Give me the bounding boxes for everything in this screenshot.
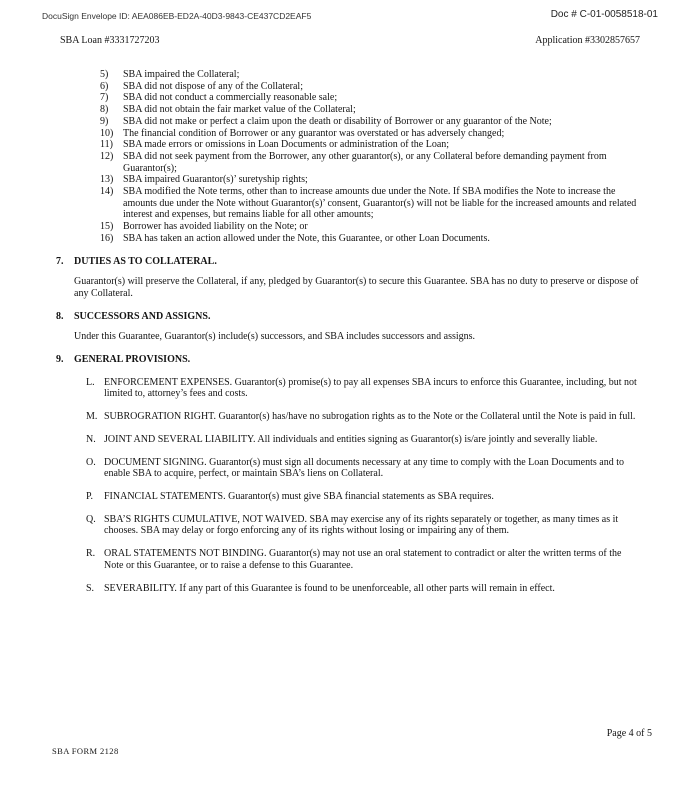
application-number: Application #3302857657 bbox=[535, 35, 640, 46]
item-letter: Q. bbox=[86, 513, 96, 525]
item-number: 11) bbox=[100, 139, 113, 151]
item-text: SBA did not obtain the fair market value of the Collateral; bbox=[123, 104, 356, 116]
list-item bbox=[100, 81, 700, 93]
item-text: SBA’S RIGHTS CUMULATIVE, NOT WAIVED. SBA may exercise any of its rights separately or together, as many times as it chooses. SBA may delay or forgo enforcing any of its rights without losing or impairing any of them. bbox=[104, 513, 619, 537]
list-item bbox=[100, 174, 700, 186]
item-text: SBA impaired Guarantor(s)’ suretyship rights; bbox=[123, 174, 308, 186]
lettered-item bbox=[86, 548, 700, 571]
lettered-item bbox=[86, 377, 700, 400]
numbered-list bbox=[100, 69, 700, 245]
item-number: 10) bbox=[100, 127, 114, 139]
item-number: 14) bbox=[100, 186, 114, 198]
list-item bbox=[100, 69, 700, 81]
item-text: The financial condition of Borrower or any guarantor was overstated or has adversely changed; bbox=[123, 127, 505, 139]
list-item bbox=[100, 139, 700, 151]
section-heading-general-provisions bbox=[56, 354, 700, 366]
item-number: 6) bbox=[100, 80, 109, 92]
list-item bbox=[100, 116, 700, 128]
item-text: JOINT AND SEVERAL LIABILITY. All individuals and entities signing as Guarantor(s) is/are jointly and severally liable. bbox=[104, 433, 598, 445]
section-paragraph: Guarantor(s) will preserve the Collateral, if any, pledged by Guarantor(s) to secure this Guarantee. SBA has no duty to preserve or dispose of any Collateral. bbox=[74, 276, 639, 299]
sba-loan-number: SBA Loan #3331727203 bbox=[60, 35, 160, 46]
item-number: 13) bbox=[100, 174, 114, 186]
lettered-item bbox=[86, 583, 700, 595]
section-paragraph: Under this Guarantee, Guarantor(s) include(s) successors, and SBA includes successors and assigns. bbox=[74, 331, 476, 343]
list-item bbox=[100, 233, 700, 245]
list-item bbox=[100, 128, 700, 140]
lettered-item bbox=[86, 434, 700, 446]
lettered-item bbox=[86, 491, 700, 503]
footer-page-number: Page 4 of 5 bbox=[606, 728, 652, 739]
item-number: 12) bbox=[100, 150, 114, 162]
item-text: SUBROGRATION RIGHT. Guarantor(s) has/have no subrogation rights as to the Note or the Collateral until the Note is paid in full. bbox=[104, 411, 636, 423]
item-text: SBA made errors or omissions in Loan Documents or administration of the Loan; bbox=[123, 139, 450, 151]
section-number: 7. bbox=[56, 255, 64, 267]
docusign-envelope-id: DocuSign Envelope ID: AEA086EB-ED2A-40D3-9843-CE437CD2EAF5 bbox=[42, 11, 312, 21]
footer-form-number: SBA FORM 2128 bbox=[52, 746, 119, 756]
item-text: SBA did not conduct a commercially reasonable sale; bbox=[123, 92, 338, 104]
item-text: SBA has taken an action allowed under the Note, this Guarantee, or other Loan Documents. bbox=[123, 232, 490, 244]
item-text: SBA did not dispose of any of the Collateral; bbox=[123, 80, 303, 92]
item-number: 8) bbox=[100, 104, 109, 116]
document-body bbox=[0, 69, 700, 594]
item-text: SBA modified the Note terms, other than to increase amounts due under the Note. If SBA modifies the Note to increase the amounts due under the Note without Guarantor(s)’ consent, Guarantor(s) will not be liable for the increased amounts and related interest and expenses, but remains liable for all other amounts; bbox=[123, 186, 637, 221]
item-letter: N. bbox=[86, 433, 96, 445]
item-letter: S. bbox=[86, 582, 95, 594]
item-letter: R. bbox=[86, 548, 96, 560]
doc-number: Doc # C-01-0058518-01 bbox=[550, 9, 658, 20]
list-item bbox=[100, 92, 700, 104]
item-number: 7) bbox=[100, 92, 109, 104]
section-title: SUCCESSORS AND ASSIGNS. bbox=[74, 310, 211, 322]
item-text: SBA did not make or perfect a claim upon the death or disability of Borrower or any guarantor of the Note; bbox=[123, 115, 552, 127]
list-item bbox=[100, 221, 700, 233]
item-number: 5) bbox=[100, 69, 109, 80]
list-item bbox=[100, 104, 700, 116]
item-letter: L. bbox=[86, 376, 95, 388]
list-item bbox=[100, 186, 700, 221]
item-letter: P. bbox=[86, 490, 93, 502]
item-text: DOCUMENT SIGNING. Guarantor(s) must sign all documents necessary at any time to comply with the Loan Documents and to enable SBA to acquire, perfect, or maintain SBA’s liens on Collateral. bbox=[104, 456, 624, 480]
item-text: SBA did not seek payment from the Borrower, any other guarantor(s), or any Collateral before demanding payment from Guarantor(s); bbox=[123, 150, 607, 174]
section-heading-duties bbox=[56, 256, 700, 268]
section-heading-successors bbox=[56, 311, 700, 323]
item-text: SEVERABILITY. If any part of this Guarantee is found to be unenforceable, all other parts will remain in effect. bbox=[104, 582, 555, 594]
lettered-item bbox=[86, 514, 700, 537]
lettered-item bbox=[86, 457, 700, 480]
section-title: GENERAL PROVISIONS. bbox=[74, 354, 191, 366]
item-number: 9) bbox=[100, 115, 109, 127]
section-title: DUTIES AS TO COLLATERAL. bbox=[74, 255, 217, 267]
section-number: 9. bbox=[56, 354, 64, 366]
item-text: SBA impaired the Collateral; bbox=[123, 69, 240, 80]
item-number: 16) bbox=[100, 232, 114, 244]
list-item bbox=[100, 151, 700, 174]
item-letter: M. bbox=[86, 411, 98, 423]
item-text: ORAL STATEMENTS NOT BINDING. Guarantor(s) may not use an oral statement to contradict or alter the written terms of the Note or this Guarantee, or to raise a defense to this Guarantee. bbox=[104, 548, 622, 571]
item-letter: O. bbox=[86, 456, 96, 468]
lettered-item bbox=[86, 411, 700, 423]
item-text: ENFORCEMENT EXPENSES. Guarantor(s) promise(s) to pay all expenses SBA incurs to enforce this Guarantee, including, but not limited to, attorney’s fees and costs. bbox=[104, 376, 637, 400]
item-text: FINANCIAL STATEMENTS. Guarantor(s) must give SBA financial statements as SBA requires. bbox=[104, 490, 494, 502]
item-number: 15) bbox=[100, 221, 114, 233]
section-number: 8. bbox=[56, 310, 64, 322]
item-text: Borrower has avoided liability on the Note; or bbox=[123, 221, 308, 233]
lettered-list bbox=[0, 377, 700, 594]
